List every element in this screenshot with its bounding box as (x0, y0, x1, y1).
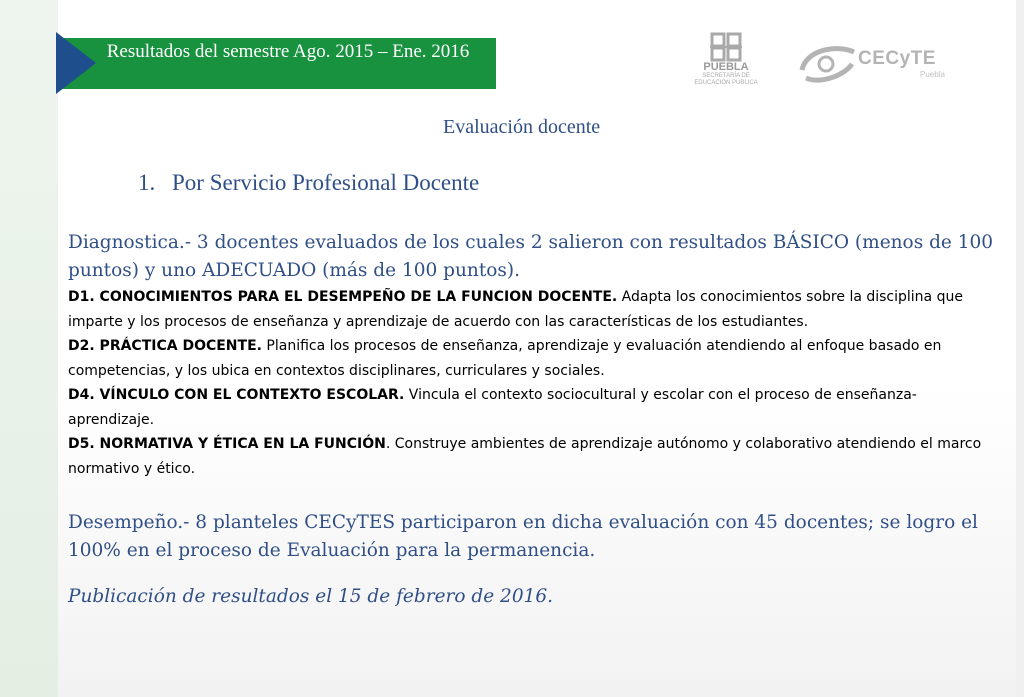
dimension-item (68, 334, 998, 383)
cecyte-logo-subtitle: Puebla (920, 70, 945, 79)
content-body (68, 229, 998, 611)
desempeno-paragraph: Desempeño.- 8 planteles CECyTES participaron en dicha evaluación con 45 docentes; se logro el 100% en el proceso de Evaluación para la permanencia. (68, 512, 978, 561)
spacer (68, 565, 998, 583)
dimension-text: . Construye ambientes de aprendizaje autónomo y colaborativo atendiendo el marco normativo y ético. (68, 436, 982, 477)
cecyte-logo-name: CECyTE (858, 48, 936, 69)
dimension-text: Vincula el contexto sociocultural y escolar con el proceso de enseñanza- aprendizaje. (68, 387, 917, 428)
dimension-text: Planifica los procesos de enseñanza, aprendizaje y evaluación atendiendo al enfoque basado en competencias, y los ubica en contextos disciplinares, curriculares y sociales. (68, 338, 942, 379)
section-number: 1. (138, 170, 156, 195)
dimensions-list (68, 285, 998, 481)
dimension-code: D4. VÍNCULO CON EL CONTEXTO ESCOLAR. (68, 387, 405, 403)
puebla-logo-name: PUEBLA (703, 61, 749, 73)
publication-note: Publicación de resultados el 15 de febrero de 2016. (68, 586, 554, 607)
dimension-code: D5. NORMATIVA Y ÉTICA EN LA FUNCIÓN (68, 436, 386, 452)
section-subtitle: Evaluación docente (443, 116, 601, 138)
dimension-item (68, 383, 998, 432)
section-title: Por Servicio Profesional Docente (172, 170, 480, 195)
dimension-item (68, 285, 998, 334)
puebla-emblem-icon (708, 32, 744, 62)
dimension-code: D2. PRÁCTICA DOCENTE. (68, 338, 262, 354)
right-decorative-strip (1016, 0, 1024, 697)
puebla-logo (684, 32, 768, 96)
left-decorative-strip (0, 0, 58, 697)
section-heading (138, 169, 479, 197)
cecyte-swoosh-icon (796, 40, 858, 86)
spacer (68, 481, 998, 509)
diagnostica-paragraph: Diagnostica.- 3 docentes evaluados de los cuales 2 salieron con resultados BÁSICO (menos de 100 puntos) y uno ADECUADO (más de 100 puntos). (68, 232, 994, 281)
puebla-logo-subtitle: SECRETARÍA DE EDUCACIÓN PÚBLICA (694, 73, 758, 86)
dimension-text: Adapta los conocimientos sobre la disciplina que imparte y los procesos de enseñanza y aprendizaje de acuerdo con las características de los estudiantes. (68, 289, 963, 330)
page-title: Resultados del semestre Ago. 2015 – Ene. 2016 (106, 41, 470, 62)
dimension-code: D1. CONOCIMIENTOS PARA EL DESEMPEÑO DE LA FUNCION DOCENTE. (68, 289, 618, 305)
cecyte-logo (796, 40, 956, 88)
dimension-item (68, 432, 998, 481)
